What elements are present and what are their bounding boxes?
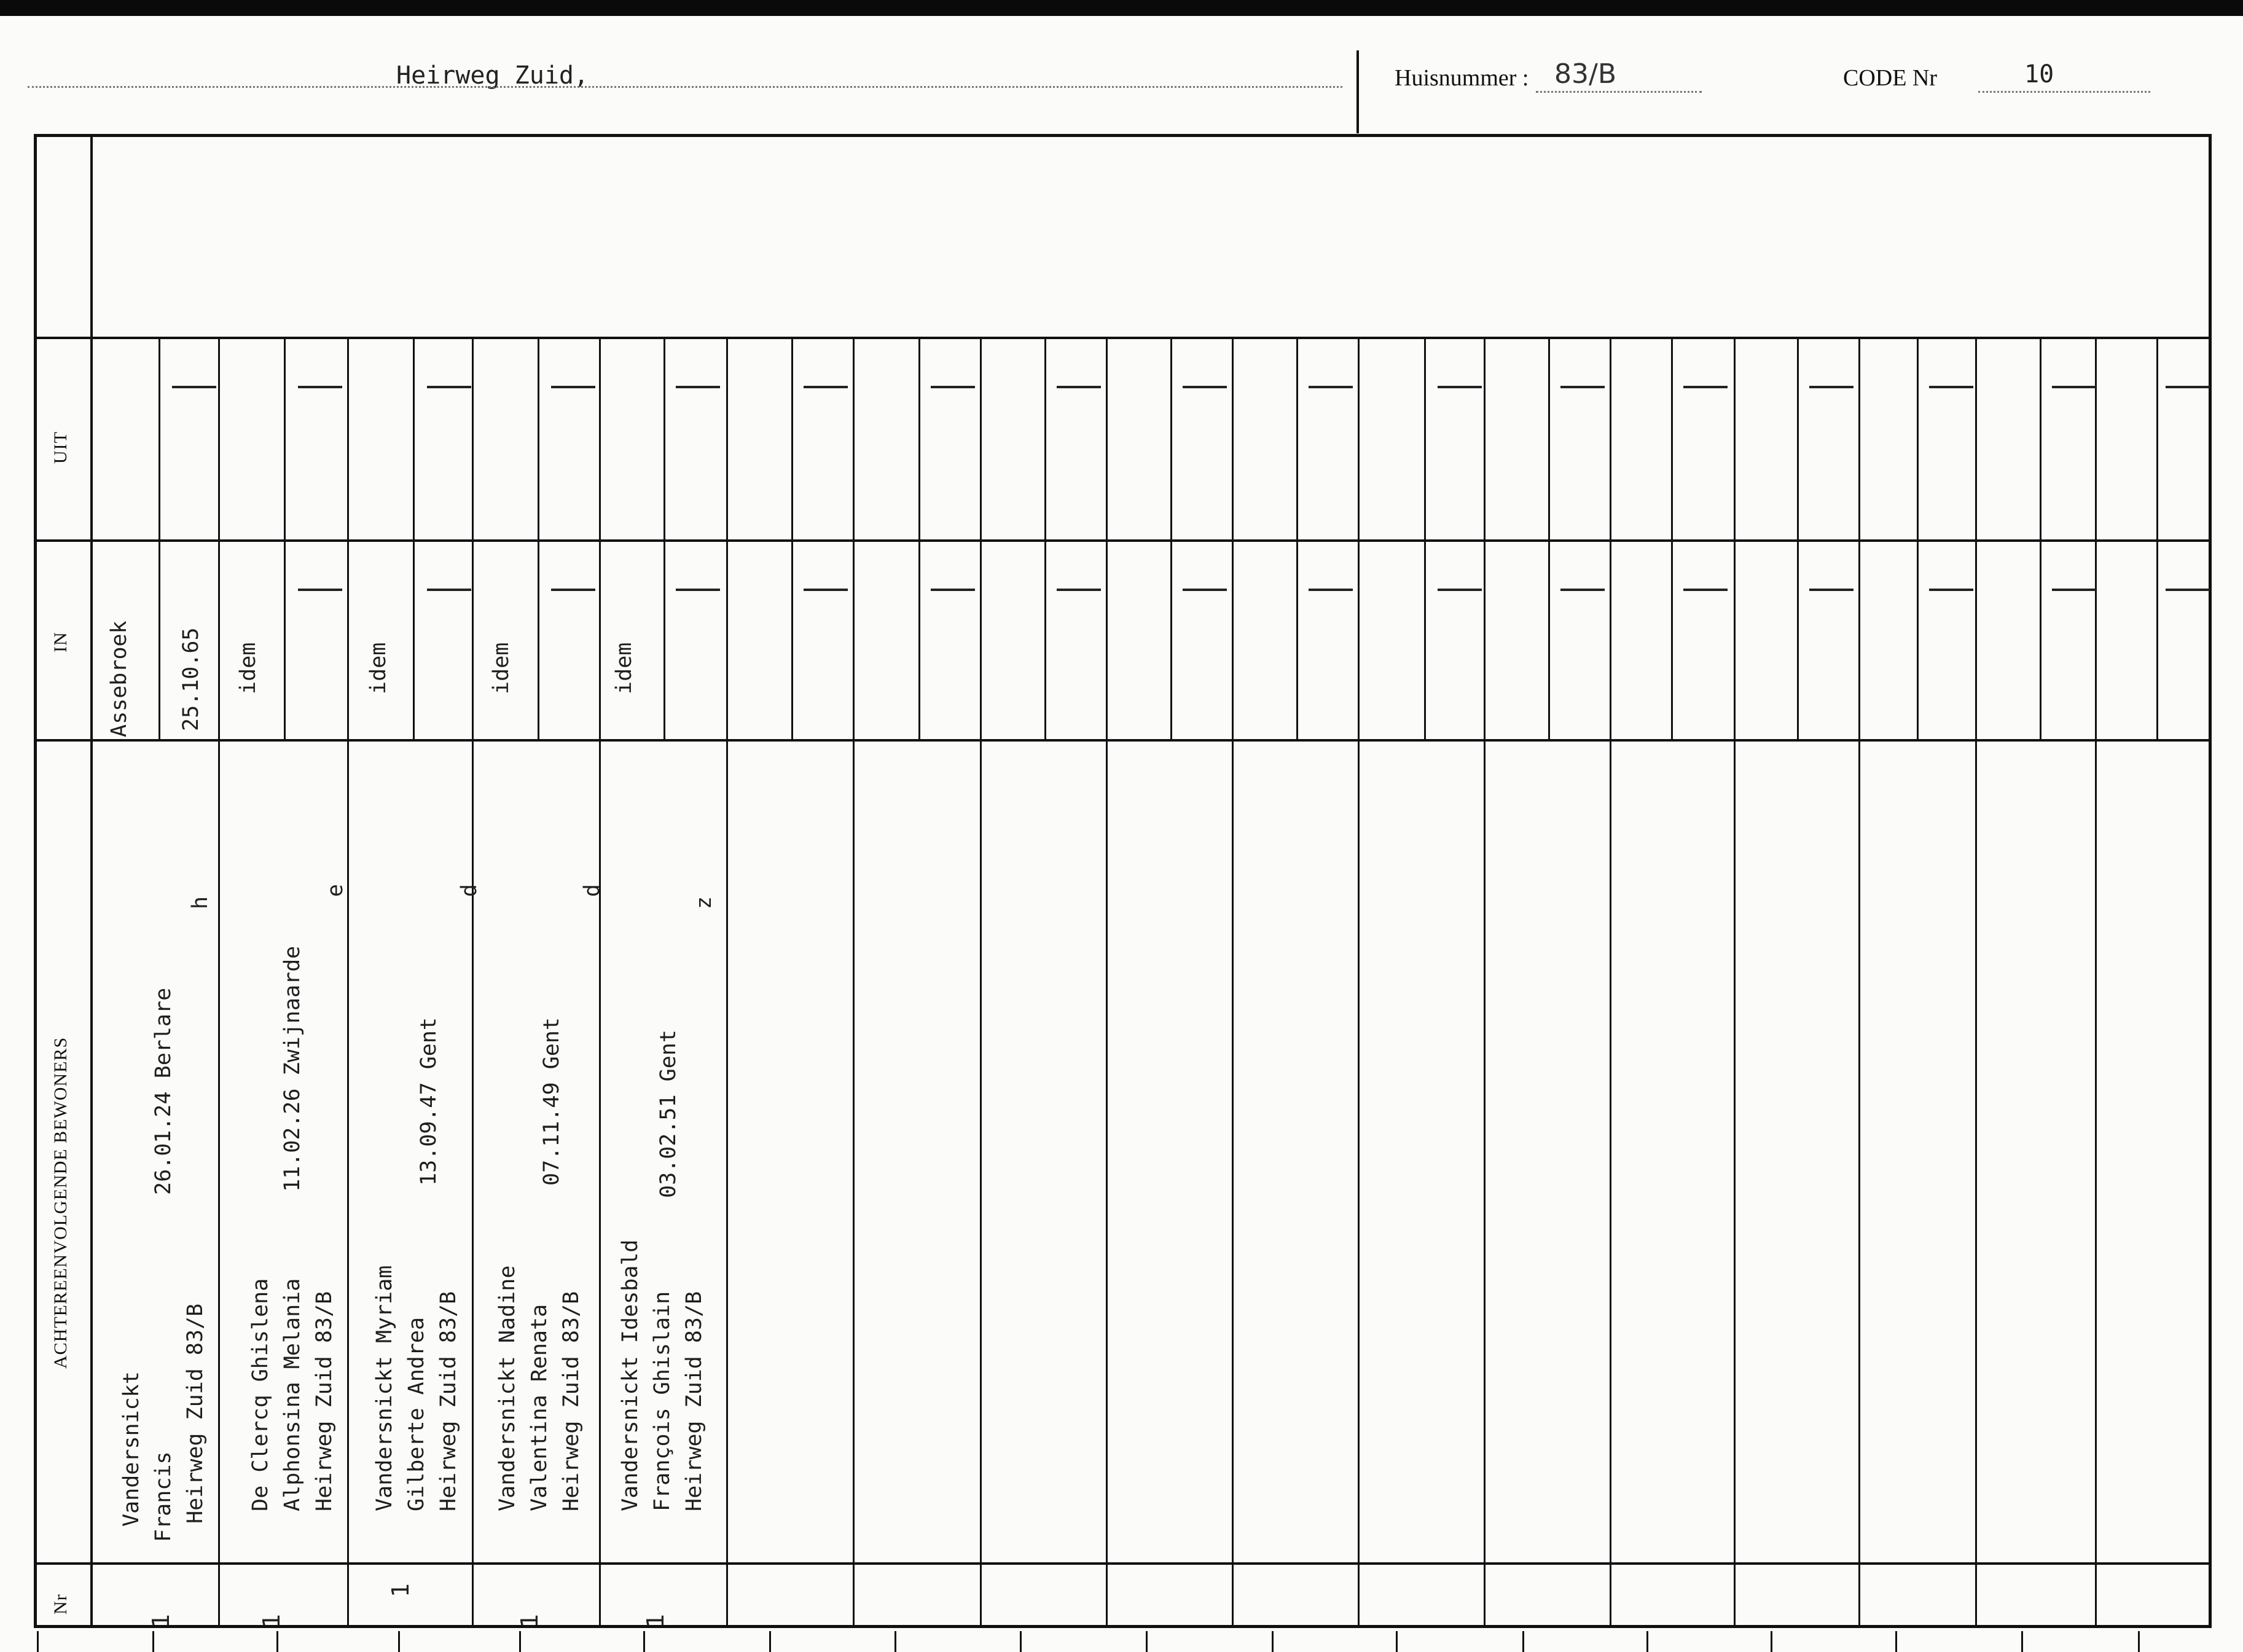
empty-mark-dash [1929, 386, 1973, 388]
bottom-tick [37, 1631, 39, 1652]
column-divider [853, 337, 855, 1627]
column-divider [1858, 337, 1860, 1627]
resident-1-in-date: 25.10.65 [179, 627, 203, 731]
resident-1-address: Heirweg Zuid 83/B [183, 1303, 208, 1524]
empty-mark-dash [1560, 589, 1605, 591]
sub-column-divider [2040, 539, 2041, 739]
empty-mark-dash [1809, 589, 1854, 591]
sub-column-divider [1296, 337, 1298, 539]
resident-4-name-line-1: Vandersnickt Nadine [495, 1265, 520, 1511]
empty-mark-dash [2166, 589, 2210, 591]
empty-mark-dash [931, 386, 975, 388]
column-divider [218, 337, 220, 1627]
sub-column-divider [159, 337, 160, 539]
sub-column-divider [1917, 539, 1919, 739]
sub-column-divider [159, 539, 160, 739]
sub-column-divider [664, 539, 665, 739]
empty-mark-dash [298, 386, 342, 388]
empty-mark-dash [298, 589, 342, 591]
resident-3-name-line-2: Gilberte Andrea [404, 1317, 429, 1511]
empty-mark-dash [2052, 386, 2096, 388]
sub-column-divider [1917, 337, 1919, 539]
rule-in-bewoners [34, 739, 2212, 742]
sub-column-divider [538, 539, 539, 739]
bottom-tick [769, 1631, 771, 1652]
sub-column-divider [791, 539, 793, 739]
empty-mark-dash [1929, 589, 1973, 591]
empty-mark-dash [427, 589, 471, 591]
sub-column-divider [2156, 337, 2158, 539]
resident-2-nr: 1 [258, 1614, 285, 1628]
column-divider [1106, 337, 1108, 1627]
code-number-value: 10 [2024, 60, 2054, 88]
empty-mark-dash [1560, 386, 1605, 388]
code-number-label: CODE Nr [1843, 65, 1938, 91]
sub-column-divider [1424, 337, 1426, 539]
resident-5-name-line-2: François Ghislain [650, 1291, 675, 1511]
empty-mark-dash [1683, 589, 1728, 591]
sub-column-divider [2040, 337, 2041, 539]
sub-column-divider [1296, 539, 1298, 739]
column-divider [1484, 337, 1486, 1627]
empty-mark-dash [551, 386, 595, 388]
rule-bewoners-nr [34, 1562, 2212, 1565]
sub-column-divider [918, 539, 920, 739]
resident-1-code: h [188, 896, 213, 909]
resident-1-in-from: Assebroek [107, 620, 131, 737]
bottom-tick [276, 1631, 278, 1652]
column-divider [1232, 337, 1234, 1627]
bottom-tick [1396, 1631, 1398, 1652]
resident-4-name-line-2: Valentina Renata [527, 1304, 552, 1511]
label-column-divider [90, 134, 93, 1628]
sub-column-divider [1797, 337, 1799, 539]
sub-column-divider [1044, 539, 1046, 739]
resident-2-code: e [323, 883, 348, 897]
in-label: IN [50, 632, 71, 652]
bottom-tick [398, 1631, 400, 1652]
resident-2-in-from: idem [236, 642, 260, 694]
empty-mark-dash [676, 386, 720, 388]
resident-5-birth: 03.02.51 Gent [656, 1030, 681, 1198]
empty-mark-dash [931, 589, 975, 591]
empty-mark-dash [804, 386, 848, 388]
house-number-label: Huisnummer : [1395, 65, 1529, 91]
resident-3-code: d [457, 883, 482, 897]
column-divider [599, 337, 601, 1627]
top-black-border [0, 0, 2243, 16]
resident-3-in-from: idem [366, 642, 391, 694]
empty-mark-dash [1309, 386, 1353, 388]
column-divider [726, 337, 728, 1627]
empty-mark-dash [1183, 386, 1227, 388]
bottom-tick [894, 1631, 896, 1652]
resident-3-nr: 1 [387, 1583, 414, 1597]
resident-3-birth: 13.09.47 Gent [417, 1017, 441, 1186]
column-divider [980, 337, 982, 1627]
sub-column-divider [918, 337, 920, 539]
sub-column-divider [791, 337, 793, 539]
register-table-frame [34, 134, 2212, 1628]
resident-4-address: Heirweg Zuid 83/B [559, 1291, 584, 1511]
resident-3-address: Heirweg Zuid 83/B [436, 1291, 461, 1511]
column-divider [2095, 337, 2097, 1627]
empty-mark-dash [551, 589, 595, 591]
bottom-tick [1522, 1631, 1524, 1652]
sub-column-divider [413, 539, 415, 739]
empty-mark-dash [804, 589, 848, 591]
column-divider [1734, 337, 1736, 1627]
resident-2-address: Heirweg Zuid 83/B [312, 1291, 337, 1511]
resident-1-nr: 1 [147, 1614, 174, 1628]
street-name: Heirweg Zuid, [396, 61, 589, 90]
empty-mark-dash [172, 386, 216, 388]
bottom-tick [1895, 1631, 1897, 1652]
column-divider [1610, 337, 1611, 1627]
column-divider [347, 337, 349, 1627]
bottom-tick [1646, 1631, 1648, 1652]
sub-column-divider [2156, 539, 2158, 739]
empty-mark-dash [1057, 386, 1101, 388]
resident-1-name-line-2: Francis [151, 1451, 176, 1542]
column-divider [472, 337, 474, 1627]
empty-mark-dash [1057, 589, 1101, 591]
empty-mark-dash [427, 386, 471, 388]
resident-3-name-line-1: Vandersnickt Myriam [372, 1265, 397, 1511]
uit-label: UIT [50, 431, 71, 464]
empty-mark-dash [1309, 589, 1353, 591]
column-divider [1358, 337, 1360, 1627]
sub-column-divider [1548, 337, 1550, 539]
house-number-value: 83/B [1554, 58, 1616, 90]
sub-column-divider [1671, 337, 1673, 539]
bottom-tick [152, 1631, 154, 1652]
rule-top-blank-uit [34, 337, 2212, 339]
column-divider [1975, 337, 1977, 1627]
resident-4-in-from: idem [489, 642, 514, 694]
bottom-tick [1272, 1631, 1274, 1652]
street-dotline [28, 86, 1342, 88]
resident-1-birth: 26.01.24 Berlare [151, 987, 176, 1195]
empty-mark-dash [2166, 386, 2210, 388]
sub-column-divider [284, 539, 286, 739]
empty-mark-dash [1438, 589, 1482, 591]
empty-mark-dash [1683, 386, 1728, 388]
bottom-tick [2138, 1631, 2140, 1652]
house-number-dotline [1536, 91, 1702, 93]
nr-label: Nr [50, 1594, 71, 1615]
sub-column-divider [1797, 539, 1799, 739]
sub-column-divider [1170, 539, 1172, 739]
resident-4-code: d [580, 883, 605, 897]
sub-column-divider [1671, 539, 1673, 739]
empty-mark-dash [2052, 589, 2096, 591]
sub-column-divider [1170, 337, 1172, 539]
sub-column-divider [1044, 337, 1046, 539]
resident-2-name-line-1: De Clercq Ghislena [248, 1278, 273, 1511]
bottom-tick [1020, 1631, 1022, 1652]
sub-column-divider [664, 337, 665, 539]
resident-5-nr: 1 [642, 1614, 669, 1628]
rule-uit-in [34, 539, 2212, 542]
sub-column-divider [1424, 539, 1426, 739]
resident-4-birth: 07.11.49 Gent [539, 1017, 564, 1186]
resident-2-birth: 11.02.26 Zwijnaarde [280, 945, 305, 1192]
sub-column-divider [284, 337, 286, 539]
resident-5-name-line-1: Vandersnickt Idesbald [618, 1239, 643, 1511]
empty-mark-dash [1438, 386, 1482, 388]
bottom-tick [519, 1631, 521, 1652]
resident-1-name-line-1: Vandersnickt [119, 1371, 144, 1527]
sub-column-divider [1548, 539, 1550, 739]
bottom-tick [1146, 1631, 1148, 1652]
code-number-dotline [1978, 91, 2150, 93]
bottom-tick [2021, 1631, 2023, 1652]
bottom-tick [643, 1631, 645, 1652]
sub-column-divider [413, 337, 415, 539]
resident-5-address: Heirweg Zuid 83/B [682, 1291, 707, 1511]
sub-column-divider [538, 337, 539, 539]
bewoners-label: ACHTEREENVOLGENDE BEWONERS [50, 1036, 71, 1369]
empty-mark-dash [676, 589, 720, 591]
empty-mark-dash [1183, 589, 1227, 591]
resident-2-name-line-2: Alphonsina Melania [280, 1278, 305, 1511]
bottom-tick [1771, 1631, 1772, 1652]
resident-5-code: z [692, 896, 716, 909]
resident-4-nr: 1 [516, 1614, 543, 1628]
resident-5-in-from: idem [612, 642, 636, 694]
empty-mark-dash [1809, 386, 1854, 388]
header-divider [1356, 50, 1359, 133]
